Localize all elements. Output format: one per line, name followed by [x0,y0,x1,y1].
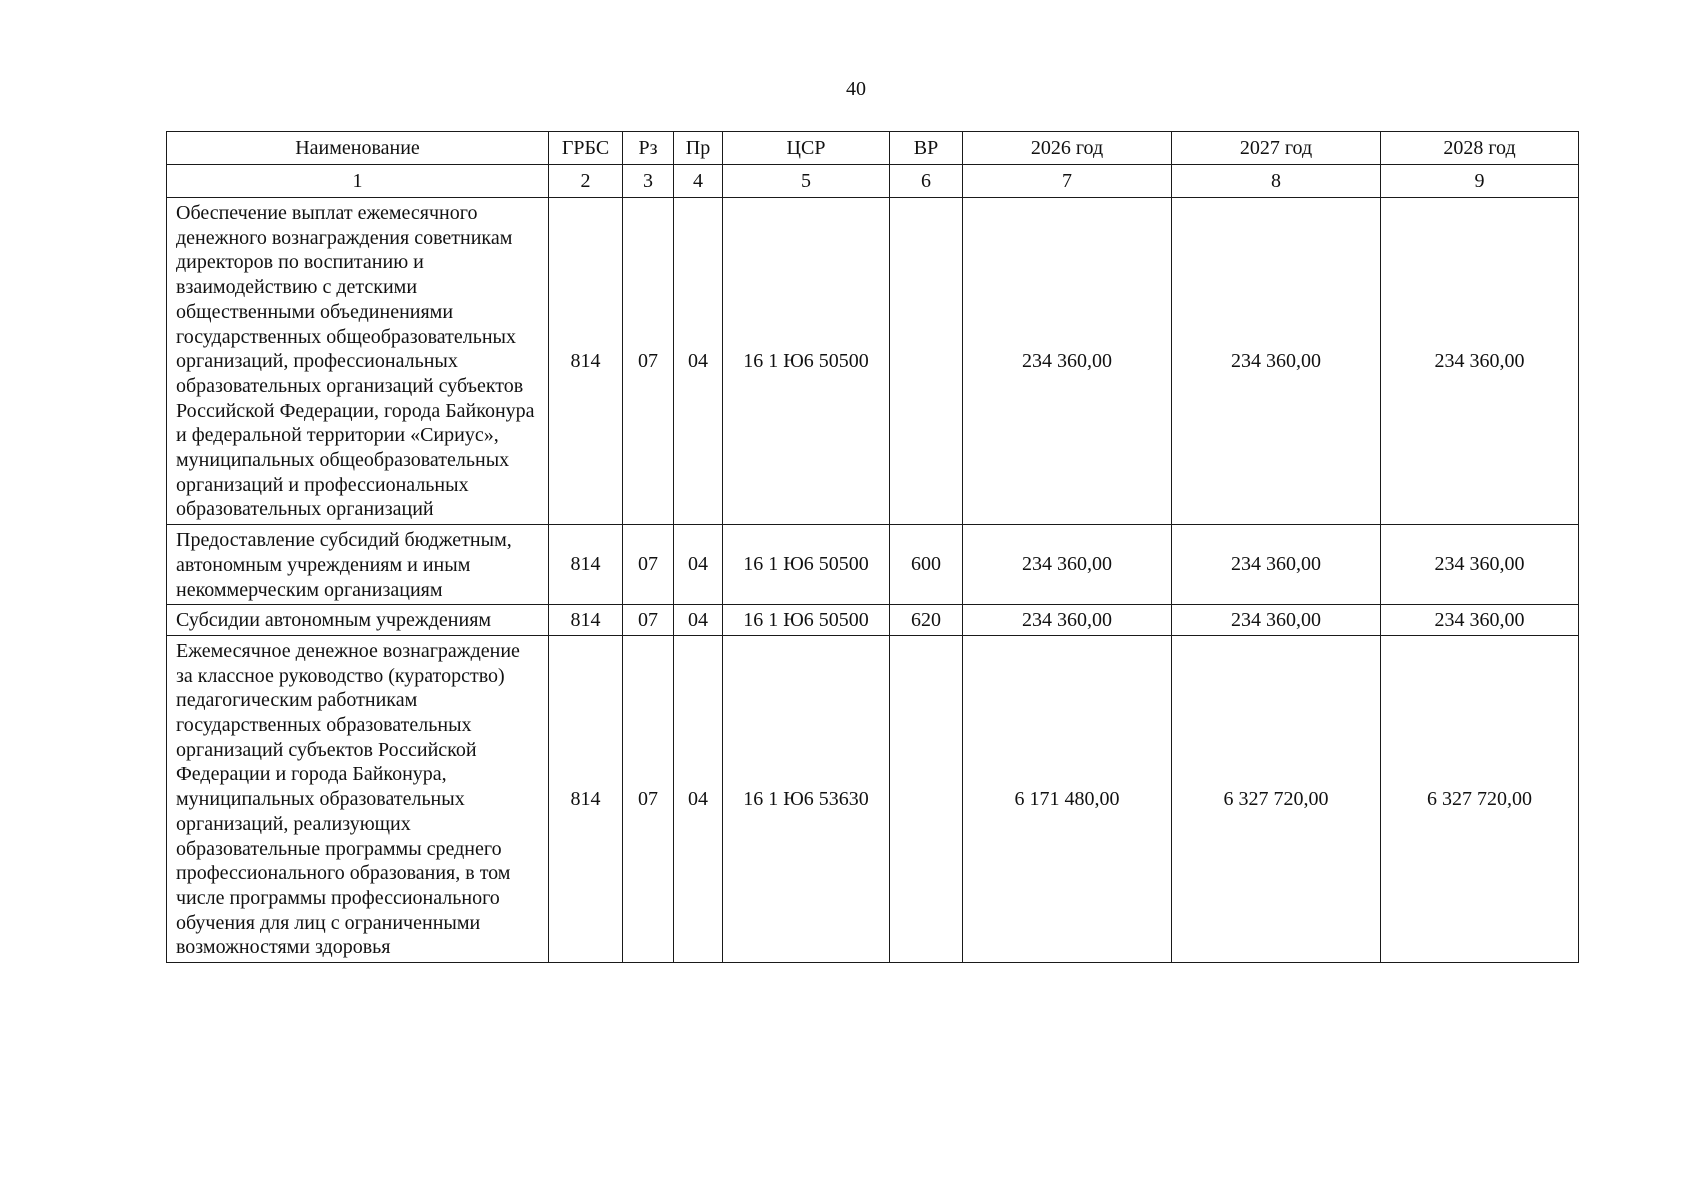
cell-csr: 16 1 Ю6 50500 [723,198,890,525]
cell-2028: 234 360,00 [1381,198,1579,525]
column-number: 5 [723,165,890,198]
cell-2027: 6 327 720,00 [1172,635,1381,962]
column-header: Наименование [167,132,549,165]
cell-grbs: 814 [549,635,623,962]
column-number: 3 [623,165,674,198]
cell-rz: 07 [623,605,674,636]
table-header-row [167,132,1579,165]
cell-2026: 234 360,00 [963,198,1172,525]
cell-vr: 620 [890,605,963,636]
column-number: 8 [1172,165,1381,198]
cell-csr: 16 1 Ю6 50500 [723,605,890,636]
column-number: 2 [549,165,623,198]
cell-vr [890,635,963,962]
cell-grbs: 814 [549,525,623,605]
cell-grbs: 814 [549,605,623,636]
cell-rz: 07 [623,525,674,605]
row-name: Предоставление субсидий бюджетным, автономным учреждениям и иным некоммерческим организациям [167,525,549,605]
page-number: 40 [846,78,866,100]
cell-vr [890,198,963,525]
cell-2028: 234 360,00 [1381,525,1579,605]
cell-grbs: 814 [549,198,623,525]
column-number-row [167,165,1579,198]
row-name: Обеспечение выплат ежемесячного денежного вознаграждения советникам директоров по воспитанию и взаимодействию с детскими общественными объединениями государственных общеобразовательных организаций, профессиональных образовательных организаций субъектов Российской Федерации, города Байконура и федеральной территории «Сириус», муниципальных общеобразовательных организаций и профессиональных образовательных организаций [167,198,549,525]
cell-csr: 16 1 Ю6 50500 [723,525,890,605]
column-header: Пр [674,132,723,165]
cell-rz: 07 [623,635,674,962]
cell-2027: 234 360,00 [1172,198,1381,525]
column-number: 7 [963,165,1172,198]
cell-2026: 234 360,00 [963,525,1172,605]
cell-2026: 6 171 480,00 [963,635,1172,962]
cell-pr: 04 [674,635,723,962]
cell-2028: 234 360,00 [1381,605,1579,636]
column-header: ВР [890,132,963,165]
column-header: Рз [623,132,674,165]
budget-table [166,131,1579,963]
table-row [167,525,1579,605]
cell-rz: 07 [623,198,674,525]
column-header: ЦСР [723,132,890,165]
cell-pr: 04 [674,198,723,525]
cell-2027: 234 360,00 [1172,525,1381,605]
table-row [167,635,1579,962]
column-header: 2027 год [1172,132,1381,165]
row-name: Субсидии автономным учреждениям [167,605,549,636]
table-row [167,605,1579,636]
table-row [167,198,1579,525]
row-name: Ежемесячное денежное вознаграждение за классное руководство (кураторство) педагогическим работникам государственных образовательных организаций субъектов Российской Федерации и города Байконура, муниципальных образовательных организаций, реализующих образовательные программы среднего профессионального образования, в том числе программы профессионального обучения для лиц с ограниченными возможностями здоровья [167,635,549,962]
cell-2028: 6 327 720,00 [1381,635,1579,962]
column-number: 1 [167,165,549,198]
column-number: 4 [674,165,723,198]
cell-pr: 04 [674,525,723,605]
cell-2026: 234 360,00 [963,605,1172,636]
cell-vr: 600 [890,525,963,605]
cell-pr: 04 [674,605,723,636]
cell-2027: 234 360,00 [1172,605,1381,636]
column-number: 9 [1381,165,1579,198]
column-header: 2026 год [963,132,1172,165]
column-number: 6 [890,165,963,198]
column-header: ГРБС [549,132,623,165]
cell-csr: 16 1 Ю6 53630 [723,635,890,962]
column-header: 2028 год [1381,132,1579,165]
